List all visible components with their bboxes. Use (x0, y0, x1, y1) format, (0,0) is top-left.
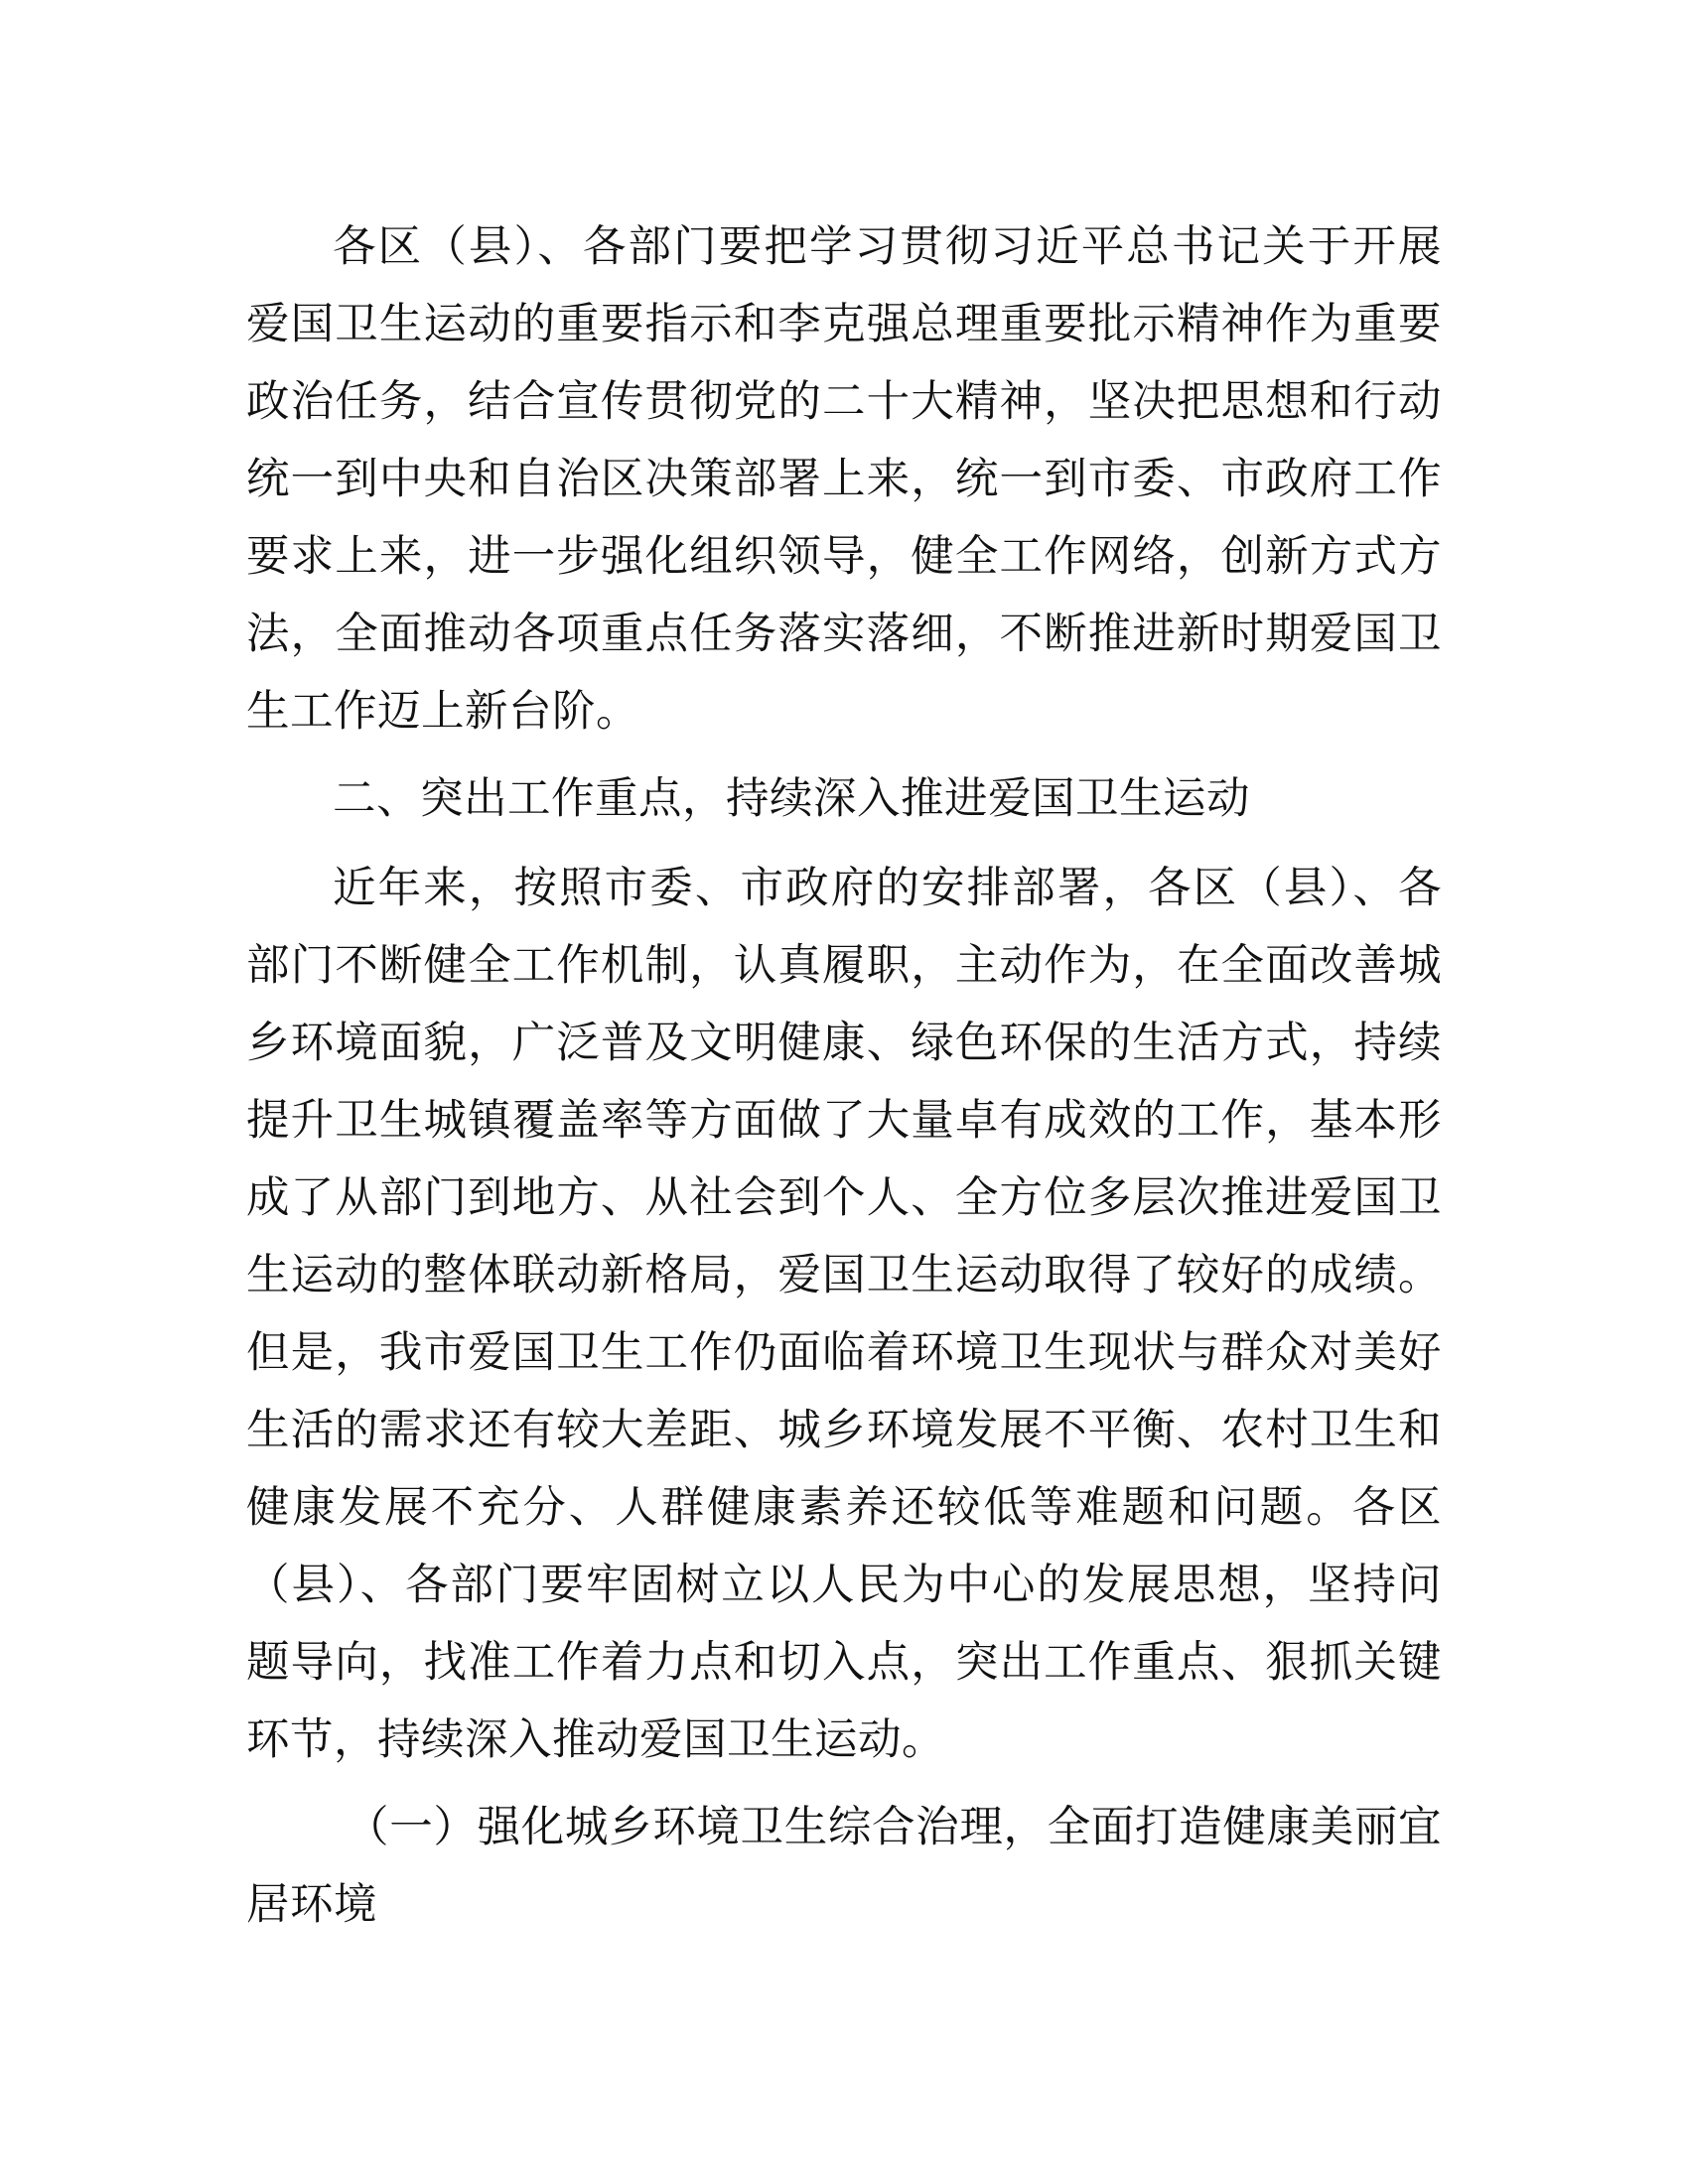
body-paragraph-1: 各区（县）、各部门要把学习贯彻习近平总书记关于开展爱国卫生运动的重要指示和李克强总理重要批示精神作为重要政治任务，结合宣传贯彻党的二十大精神，坚决把思想和行动统一到中央和自治区决策部署上来，统一到市委、市政府工作要求上来，进一步强化组织领导，健全工作网络，创新方式方法，全面推动各项重点任务落实落细，不断推进新时期爱国卫生工作迈上新台阶。 (246, 222, 1442, 737)
document-body (246, 208, 1442, 1954)
subsection-heading-1: （一）强化城乡环境卫生综合治理，全面打造健康美丽宜居环境 (246, 1803, 1442, 1930)
body-paragraph-2: 近年来，按照市委、市政府的安排部署，各区（县）、各部门不断健全工作机制，认真履职，主动作为，在全面改善城乡环境面貌，广泛普及文明健康、绿色环保的生活方式，持续提升卫生城镇覆盖率等方面做了大量卓有成效的工作，基本形成了从部门到地方、从社会到个人、全方位多层次推进爱国卫生运动的整体联动新格局，爱国卫生运动取得了较好的成绩。但是，我市爱国卫生工作仍面临着环境卫生现状与群众对美好生活的需求还有较大差距、城乡环境发展不平衡、农村卫生和健康发展不充分、人群健康素养还较低等难题和问题。各区（县）、各部门要牢固树立以人民为中心的发展思想，坚持问题导向，找准工作着力点和切入点，突出工作重点、狠抓关键环节，持续深入推动爱国卫生运动。 (246, 864, 1442, 1765)
section-heading-2: 二、突出工作重点，持续深入推进爱国卫生运动 (333, 774, 1250, 824)
